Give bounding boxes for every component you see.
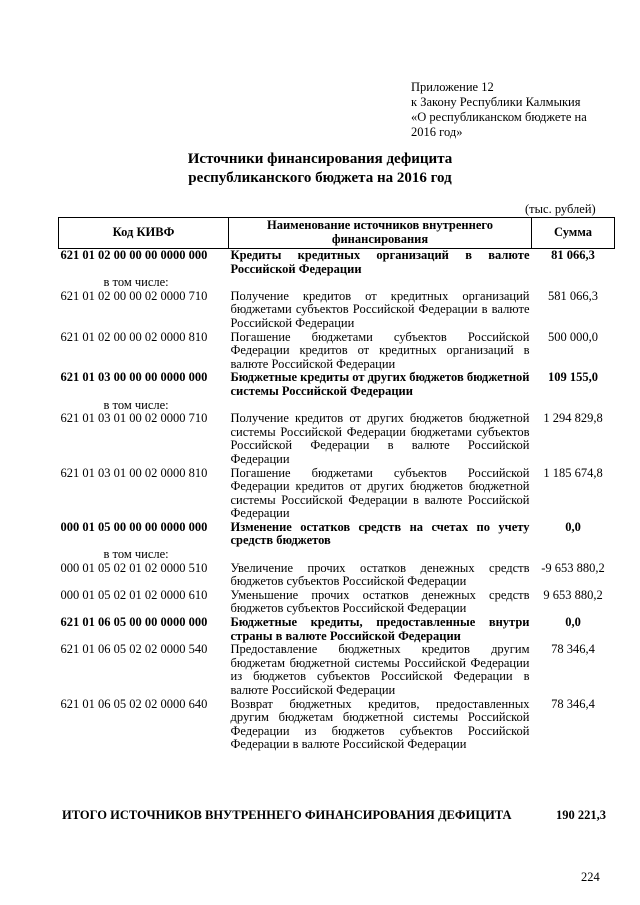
title-line: Источники финансирования дефицита [187,151,453,167]
table-row-section [59,371,615,398]
total-label: ИТОГО ИСТОЧНИКОВ ВНУТРЕННЕГО ФИНАНСИРОВАНИЯ ДЕФИЦИТА [62,808,512,822]
row-code: 621 01 02 00 00 00 0000 000 [60,248,208,262]
row-sum: 9 653 880,2 [543,587,603,602]
table-row [59,643,615,697]
row-name: Получение кредитов от других бюджетов бюджетной системы Российской Федерации бюджетами субъектов Российской Федерации в валюте Российской Федерации [230,411,530,466]
row-sum: 1 185 674,8 [543,465,603,480]
table-row [59,589,615,616]
row-code: 621 01 06 05 02 02 0000 640 [60,696,208,711]
row-including-label: в том числе: [103,275,169,290]
table-row-section [59,249,615,277]
row-sum: 109 155,0 [548,370,598,385]
row-sum: 0,0 [565,519,581,534]
row-sum: 500 000,0 [548,329,598,344]
row-name: Предоставление бюджетных кредитов другим бюджетам бюджетной системы Российской Федерации из бюджетов субъектов Российской Федерации в валюте Российской Федерации [230,642,530,697]
table-row-including [59,548,615,562]
row-including-label: в том числе: [103,547,169,562]
row-code: 621 01 03 01 00 02 0000 810 [60,465,208,480]
appendix-line: Приложение 12 [411,80,494,94]
row-sum: 78 346,4 [551,642,595,657]
table-row-section [59,616,615,643]
table-header-row [59,218,615,249]
row-name: Возврат бюджетных кредитов, предоставленных другим бюджетам бюджетной системы Российской Федерации из бюджетов субъектов Российской Федерации в валюте Российской Федерации [230,696,530,752]
units-label: (тыс. рублей) [525,202,596,216]
row-code: 621 01 03 01 00 02 0000 710 [60,411,208,426]
row-code: 621 01 03 00 00 00 0000 000 [60,370,208,385]
financing-sources-table [58,217,615,752]
table-row [59,412,615,466]
table-row [59,467,615,521]
table-row-including [59,399,615,413]
header-name: Наименование источников внутреннего финансирования [229,218,532,249]
page-number: 224 [581,870,600,884]
row-code: 000 01 05 02 01 02 0000 610 [60,587,208,602]
table-row-section [59,521,615,548]
table-row [59,290,615,331]
table-row [59,331,615,372]
header-sum: Сумма [532,218,615,249]
row-code: 621 01 06 05 02 02 0000 540 [60,642,208,657]
table-row [59,562,615,589]
row-name: Кредиты кредитных организаций в валюте Российской Федерации [230,248,530,276]
row-sum: 81 066,3 [551,248,595,262]
row-name: Уменьшение прочих остатков денежных средств бюджетов субъектов Российской Федерации [230,587,530,616]
row-code: 621 01 02 00 00 02 0000 810 [60,329,208,344]
total-value: 190 221,3 [556,808,606,822]
row-sum: 1 294 829,8 [543,411,603,426]
header-code: Код КИВФ [59,218,229,249]
table-row [59,698,615,752]
title-line: республиканского бюджета на 2016 год [188,170,452,186]
appendix-line: 2016 год» [411,125,463,139]
appendix-line: к Закону Республики Калмыкия [411,95,581,109]
row-name: Погашение бюджетами субъектов Российской Федерации кредитов от других бюджетов бюджетной системы Российской Федерации в валюте Российской Федерации [230,465,530,521]
document-title [0,150,640,188]
row-name: Получение кредитов от кредитных организаций бюджетами субъектов Российской Федерации в валюте Российской Федерации [230,288,530,330]
row-code: 000 01 05 00 00 00 0000 000 [60,519,208,534]
row-code: 621 01 06 05 00 00 0000 000 [60,615,208,630]
row-name: Изменение остатков средств на счетах по учету средств бюджетов [230,519,530,548]
row-sum: 581 066,3 [548,288,598,303]
row-sum: 78 346,4 [551,696,595,711]
row-name: Погашение бюджетами субъектов Российской Федерации кредитов от кредитных организаций в валюте Российской Федерации [230,329,530,371]
appendix-note [411,80,611,140]
table-row-including [59,276,615,290]
row-name: Бюджетные кредиты, предоставленные внутри страны в валюте Российской Федерации [230,615,530,643]
row-code: 621 01 02 00 00 02 0000 710 [60,288,208,303]
row-including-label: в том числе: [103,397,169,412]
row-code: 000 01 05 02 01 02 0000 510 [60,560,208,575]
row-name: Увеличение прочих остатков денежных средств бюджетов субъектов Российской Федерации [230,560,530,589]
appendix-line: «О республиканском бюджете на [411,110,587,124]
row-sum: 0,0 [565,615,581,630]
row-name: Бюджетные кредиты от других бюджетов бюджетной системы Российской Федерации [230,370,530,398]
row-sum: -9 653 880,2 [541,560,605,575]
